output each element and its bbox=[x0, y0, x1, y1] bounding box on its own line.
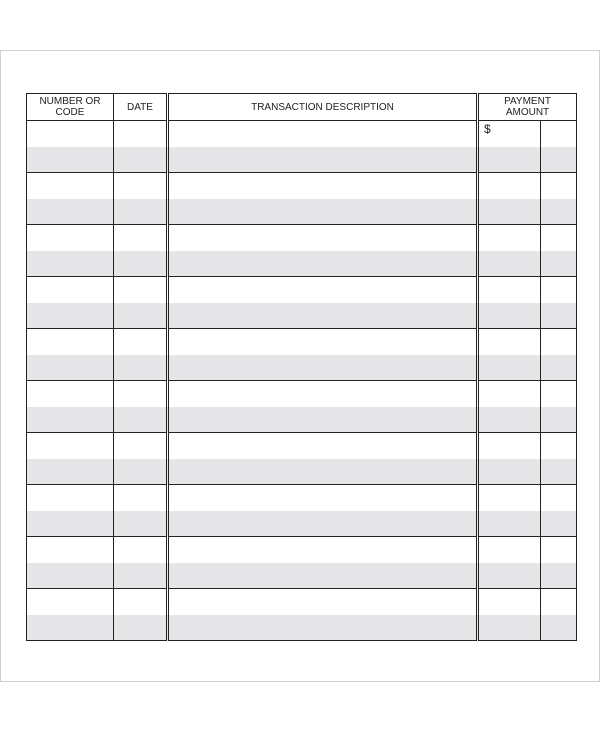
payment-cents-cell[interactable] bbox=[541, 511, 577, 537]
description-cell[interactable] bbox=[168, 225, 478, 252]
description-cell[interactable] bbox=[168, 355, 478, 381]
number-cell[interactable] bbox=[27, 381, 114, 408]
payment-cents-cell[interactable] bbox=[541, 303, 577, 329]
entry-9-bottom-line bbox=[27, 563, 577, 589]
payment-amount-cell[interactable] bbox=[478, 121, 541, 148]
number-cell[interactable] bbox=[27, 121, 114, 148]
description-cell[interactable] bbox=[168, 563, 478, 589]
number-cell[interactable] bbox=[27, 459, 114, 485]
payment-cents-cell[interactable] bbox=[541, 199, 577, 225]
header-number-or-code: NUMBER OR CODE bbox=[27, 94, 114, 121]
number-cell[interactable] bbox=[27, 615, 114, 641]
date-cell[interactable] bbox=[114, 459, 168, 485]
number-cell[interactable] bbox=[27, 563, 114, 589]
number-cell[interactable] bbox=[27, 355, 114, 381]
payment-cents-cell[interactable] bbox=[541, 173, 577, 200]
payment-amount-cell[interactable] bbox=[478, 329, 541, 356]
payment-amount-cell[interactable] bbox=[478, 407, 541, 433]
payment-cents-cell[interactable] bbox=[541, 147, 577, 173]
payment-cents-cell[interactable] bbox=[541, 589, 577, 616]
date-cell[interactable] bbox=[114, 407, 168, 433]
payment-amount-cell[interactable] bbox=[478, 563, 541, 589]
payment-cents-cell[interactable] bbox=[541, 355, 577, 381]
entry-6-top-line bbox=[27, 381, 577, 408]
payment-amount-cell[interactable] bbox=[478, 433, 541, 460]
header-date: DATE bbox=[114, 94, 168, 121]
date-cell[interactable] bbox=[114, 303, 168, 329]
number-cell[interactable] bbox=[27, 303, 114, 329]
payment-cents-cell[interactable] bbox=[541, 433, 577, 460]
date-cell[interactable] bbox=[114, 615, 168, 641]
entry-4-top-line bbox=[27, 277, 577, 304]
number-cell[interactable] bbox=[27, 511, 114, 537]
header-row bbox=[27, 94, 577, 121]
payment-cents-cell[interactable] bbox=[541, 251, 577, 277]
date-cell[interactable] bbox=[114, 199, 168, 225]
number-cell[interactable] bbox=[27, 277, 114, 304]
entry-3-top-line bbox=[27, 225, 577, 252]
entry-2-top-line bbox=[27, 173, 577, 200]
check-register-page bbox=[0, 50, 600, 682]
date-cell[interactable] bbox=[114, 381, 168, 408]
description-cell[interactable] bbox=[168, 303, 478, 329]
check-register-table bbox=[26, 93, 577, 641]
payment-amount-cell[interactable] bbox=[478, 277, 541, 304]
payment-amount-cell[interactable] bbox=[478, 459, 541, 485]
entry-6-bottom-line bbox=[27, 407, 577, 433]
payment-amount-cell[interactable] bbox=[478, 355, 541, 381]
payment-amount-cell[interactable] bbox=[478, 225, 541, 252]
header-transaction-description: TRANSACTION DESCRIPTION bbox=[168, 94, 478, 121]
description-cell[interactable] bbox=[168, 459, 478, 485]
description-cell[interactable] bbox=[168, 511, 478, 537]
payment-cents-cell[interactable] bbox=[541, 277, 577, 304]
entry-4-bottom-line bbox=[27, 303, 577, 329]
payment-amount-cell[interactable] bbox=[478, 173, 541, 200]
description-cell[interactable] bbox=[168, 121, 478, 148]
description-cell[interactable] bbox=[168, 615, 478, 641]
date-cell[interactable] bbox=[114, 563, 168, 589]
description-cell[interactable] bbox=[168, 147, 478, 173]
date-cell[interactable] bbox=[114, 277, 168, 304]
description-cell[interactable] bbox=[168, 485, 478, 512]
entry-3-bottom-line bbox=[27, 251, 577, 277]
number-cell[interactable] bbox=[27, 329, 114, 356]
date-cell[interactable] bbox=[114, 251, 168, 277]
entry-10-bottom-line bbox=[27, 615, 577, 641]
number-cell[interactable] bbox=[27, 225, 114, 252]
payment-cents-cell[interactable] bbox=[541, 329, 577, 356]
entry-7-bottom-line bbox=[27, 459, 577, 485]
payment-amount-cell[interactable] bbox=[478, 251, 541, 277]
entry-8-bottom-line bbox=[27, 511, 577, 537]
number-cell[interactable] bbox=[27, 173, 114, 200]
date-cell[interactable] bbox=[114, 355, 168, 381]
description-cell[interactable] bbox=[168, 433, 478, 460]
payment-cents-cell[interactable] bbox=[541, 407, 577, 433]
date-cell[interactable] bbox=[114, 433, 168, 460]
payment-amount-cell[interactable] bbox=[478, 381, 541, 408]
description-cell[interactable] bbox=[168, 589, 478, 616]
payment-amount-cell[interactable] bbox=[478, 511, 541, 537]
date-cell[interactable] bbox=[114, 121, 168, 148]
payment-cents-cell[interactable] bbox=[541, 563, 577, 589]
number-cell[interactable] bbox=[27, 537, 114, 564]
currency-symbol: $ bbox=[484, 122, 491, 136]
payment-amount-cell[interactable] bbox=[478, 303, 541, 329]
payment-cents-cell[interactable] bbox=[541, 485, 577, 512]
payment-amount-cell[interactable] bbox=[478, 199, 541, 225]
entry-5-bottom-line bbox=[27, 355, 577, 381]
payment-cents-cell[interactable] bbox=[541, 615, 577, 641]
entry-7-top-line bbox=[27, 433, 577, 460]
payment-cents-cell[interactable] bbox=[541, 459, 577, 485]
payment-cents-cell[interactable] bbox=[541, 537, 577, 564]
number-cell[interactable] bbox=[27, 485, 114, 512]
date-cell[interactable] bbox=[114, 329, 168, 356]
number-cell[interactable] bbox=[27, 251, 114, 277]
header-payment-amount: PAYMENT AMOUNT bbox=[478, 94, 577, 121]
number-cell[interactable] bbox=[27, 199, 114, 225]
date-cell[interactable] bbox=[114, 589, 168, 616]
date-cell[interactable] bbox=[114, 225, 168, 252]
date-cell[interactable] bbox=[114, 537, 168, 564]
date-cell[interactable] bbox=[114, 147, 168, 173]
entry-10-top-line bbox=[27, 589, 577, 616]
description-cell[interactable] bbox=[168, 329, 478, 356]
description-cell[interactable] bbox=[168, 251, 478, 277]
entry-5-top-line bbox=[27, 329, 577, 356]
description-cell[interactable] bbox=[168, 381, 478, 408]
date-cell[interactable] bbox=[114, 511, 168, 537]
entry-1-bottom-line bbox=[27, 147, 577, 173]
payment-amount-cell[interactable] bbox=[478, 589, 541, 616]
date-cell[interactable] bbox=[114, 173, 168, 200]
payment-amount-cell[interactable] bbox=[478, 147, 541, 173]
number-cell[interactable] bbox=[27, 147, 114, 173]
payment-cents-cell[interactable] bbox=[541, 381, 577, 408]
description-cell[interactable] bbox=[168, 277, 478, 304]
description-cell[interactable] bbox=[168, 173, 478, 200]
date-cell[interactable] bbox=[114, 485, 168, 512]
entry-9-top-line bbox=[27, 537, 577, 564]
entry-2-bottom-line bbox=[27, 199, 577, 225]
entry-8-top-line bbox=[27, 485, 577, 512]
description-cell[interactable] bbox=[168, 537, 478, 564]
payment-cents-cell[interactable] bbox=[541, 121, 577, 148]
entry-1-top-line bbox=[27, 121, 577, 148]
description-cell[interactable] bbox=[168, 407, 478, 433]
payment-cents-cell[interactable] bbox=[541, 225, 577, 252]
description-cell[interactable] bbox=[168, 199, 478, 225]
number-cell[interactable] bbox=[27, 433, 114, 460]
number-cell[interactable] bbox=[27, 407, 114, 433]
payment-amount-cell[interactable] bbox=[478, 537, 541, 564]
register-body bbox=[27, 121, 577, 641]
payment-amount-cell[interactable] bbox=[478, 615, 541, 641]
payment-amount-cell[interactable] bbox=[478, 485, 541, 512]
number-cell[interactable] bbox=[27, 589, 114, 616]
